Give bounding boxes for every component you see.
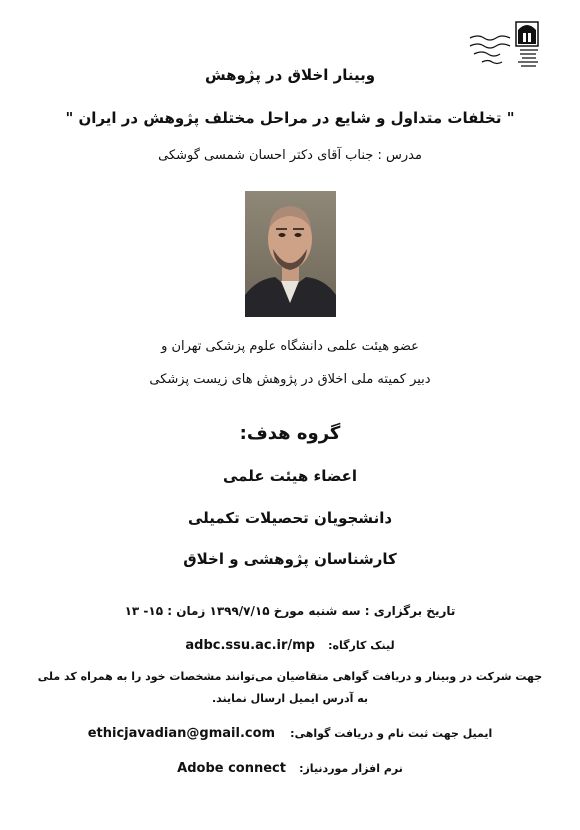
affiliation-line-2: دبیر کمیته ملی اخلاق در پژوهش های زیست پزشکی bbox=[149, 372, 431, 387]
instructor-name: مدرس : جناب آقای دکتر احسان شمسی گوشکی bbox=[158, 148, 422, 163]
target-group-item: دانشجویان تحصیلات تکمیلی bbox=[187, 509, 393, 527]
workshop-link-row bbox=[0, 634, 580, 653]
registration-description-line-2: به آدرس ایمیل ارسال نمایند. bbox=[211, 692, 368, 705]
webinar-subtitle: " تخلفات متداول و شایع در مراحل مختلف پژوهش در ایران " bbox=[65, 109, 515, 127]
workshop-link[interactable]: adbc.ssu.ac.ir/mp bbox=[185, 638, 315, 653]
event-date-time: تاریخ برگزاری : سه شنبه مورخ ۱۳۹۹/۷/۱۵ زمان : ۱۵- ۱۳ bbox=[124, 604, 456, 618]
target-group-item: کارشناسان پژوهشی و اخلاق bbox=[183, 550, 397, 568]
affiliation-line-1: عضو هیئت علمی دانشگاه علوم پزشکی تهران و bbox=[161, 339, 419, 354]
page-title: وبینار اخلاق در پژوهش bbox=[204, 66, 376, 84]
target-group-item: اعضاء هیئت علمی bbox=[222, 467, 358, 485]
target-group-heading: گروه هدف: bbox=[239, 423, 341, 444]
registration-email-label: ایمیل جهت ثبت نام و دریافت گواهی: bbox=[290, 727, 493, 740]
registration-email[interactable]: ethicjavadian@gmail.com bbox=[87, 726, 276, 741]
software-row bbox=[0, 757, 580, 776]
required-software-label: نرم افزار موردنیاز: bbox=[299, 762, 403, 775]
email-row bbox=[0, 722, 580, 741]
required-software: Adobe connect bbox=[177, 761, 286, 776]
workshop-link-label: لینک کارگاه: bbox=[328, 639, 395, 652]
instructor-photo bbox=[245, 191, 336, 317]
registration-description-line-1: جهت شرکت در وبینار و دریافت گواهی متقاضیان می‌توانند مشخصات خود را به همراه کد ملی bbox=[37, 670, 543, 683]
